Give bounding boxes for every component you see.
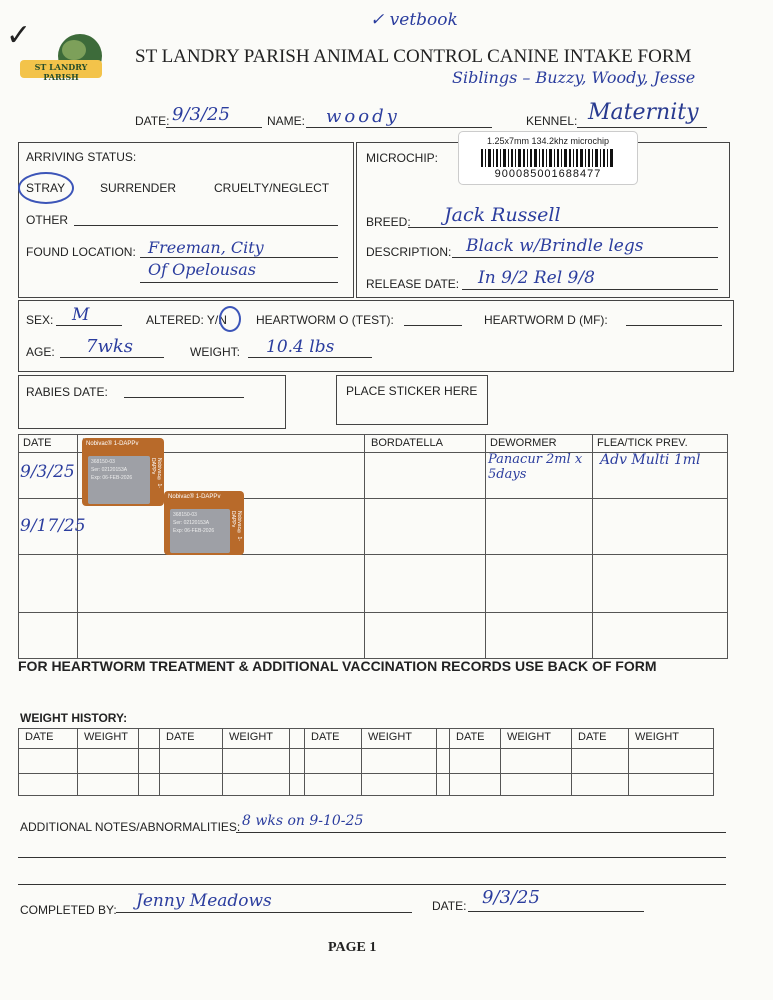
sex-label: SEX: xyxy=(26,313,54,327)
sticker-exp xyxy=(91,474,147,482)
vaccine-header-flea: FLEA/TICK PREV. xyxy=(597,437,688,449)
weight-history-title: WEIGHT HISTORY: xyxy=(20,711,128,725)
option-cruelty[interactable]: CRUELTY/NEGLECT xyxy=(214,181,330,195)
heartworm-d-label: HEARTWORM D (MF): xyxy=(484,313,608,327)
weight-line xyxy=(248,357,372,358)
vaccine-row xyxy=(19,555,728,613)
logo xyxy=(18,30,104,86)
weight-history-row xyxy=(19,773,714,795)
notes-line-1 xyxy=(236,832,726,833)
sex-line xyxy=(56,325,122,326)
vaccine-header-date: DATE xyxy=(23,437,52,449)
completed-date-value[interactable]: 9/3/25 xyxy=(482,887,540,908)
checkmark: ✓ xyxy=(6,18,32,53)
sticker-label-area xyxy=(88,456,150,504)
other-line xyxy=(74,225,338,226)
breed-value[interactable]: Jack Russell xyxy=(444,204,561,226)
heartworm-o-label: HEARTWORM O (TEST): xyxy=(256,313,394,327)
date-line xyxy=(166,127,262,128)
weight-value[interactable]: 10.4 lbs xyxy=(266,337,335,357)
completed-by-signature[interactable]: Jenny Meadows xyxy=(136,891,272,911)
age-label: AGE: xyxy=(26,345,55,359)
sticker-ser-value: 02120153A xyxy=(183,520,210,526)
barcode-graphic xyxy=(481,149,615,167)
sticker-exp-value: 06-FEB-2026 xyxy=(184,528,215,534)
altered-label: ALTERED: Y/N xyxy=(146,313,227,327)
wh-header-date: DATE xyxy=(166,731,195,743)
microchip-sticker xyxy=(458,131,638,185)
sticker-ser-label: Ser: xyxy=(91,467,101,473)
name-value[interactable]: woody xyxy=(326,106,400,127)
place-sticker-label: PLACE STICKER HERE xyxy=(346,384,478,398)
sticker-exp xyxy=(173,527,227,535)
place-sticker-box xyxy=(336,375,488,425)
found-location-line xyxy=(140,257,338,258)
wh-header-date: DATE xyxy=(311,731,340,743)
notes-value[interactable]: 8 wks on 9-10-25 xyxy=(242,813,364,829)
vaccine-row1-date[interactable]: 9/3/25 xyxy=(20,462,75,482)
microchip-label: MICROCHIP: xyxy=(366,151,438,165)
sticker-brand: Nobivac® 1-DAPPv xyxy=(168,494,221,500)
sex-value[interactable]: M xyxy=(72,305,90,325)
flea-tick-value[interactable]: Adv Multi 1ml xyxy=(600,452,701,468)
rabies-date-line xyxy=(124,397,244,398)
name-line xyxy=(306,127,492,128)
sticker-lot: 368150-03 xyxy=(91,459,115,465)
microchip-number: 900085001688477 xyxy=(494,168,602,180)
vaccine-row2-date[interactable]: 9/17/25 xyxy=(20,516,86,536)
breed-label: BREED: xyxy=(366,215,411,229)
wh-header-date: DATE xyxy=(456,731,485,743)
wh-header-weight: WEIGHT xyxy=(507,731,551,743)
heartworm-d-line xyxy=(626,325,722,326)
breed-line xyxy=(408,227,718,228)
option-stray[interactable]: STRAY xyxy=(26,181,66,195)
release-date-value[interactable]: In 9/2 Rel 9/8 xyxy=(478,268,595,288)
altered-n-circle xyxy=(219,306,241,332)
name-label: NAME: xyxy=(267,114,306,128)
kennel-value[interactable]: Maternity xyxy=(588,100,699,125)
wh-header-weight: WEIGHT xyxy=(84,731,128,743)
sticker-brand: Nobivac® 1-DAPPv xyxy=(86,441,139,447)
vaccine-row xyxy=(19,499,728,555)
sticker-label-area xyxy=(170,509,230,553)
wh-header-date: DATE xyxy=(25,731,54,743)
heartworm-o-line xyxy=(404,325,462,326)
date-value[interactable]: 9/3/25 xyxy=(172,104,230,125)
found-location-value-2[interactable]: Of Opelousas xyxy=(148,260,256,279)
siblings-note: Siblings – Buzzy, Woody, Jesse xyxy=(452,68,696,87)
rabies-date-label: RABIES DATE: xyxy=(26,385,108,399)
sticker-ser-value: 02120153A xyxy=(101,467,128,473)
completed-by-line xyxy=(116,912,412,913)
sticker-ser xyxy=(173,519,227,527)
other-label: OTHER xyxy=(26,213,68,227)
page-number: PAGE 1 xyxy=(328,940,377,955)
rabies-box xyxy=(18,375,286,429)
found-location-label: FOUND LOCATION: xyxy=(26,245,136,259)
found-location-line-2 xyxy=(140,282,338,283)
annotation-vetbook: ✓ vetbook xyxy=(370,10,458,30)
date-label: DATE: xyxy=(135,114,170,128)
sticker-side: Nobivac® 1-DAPPv xyxy=(150,458,162,488)
completed-date-label: DATE: xyxy=(432,899,467,913)
wh-header-date: DATE xyxy=(578,731,607,743)
weight-history-table xyxy=(18,728,714,796)
back-of-form-notice: FOR HEARTWORM TREATMENT & ADDITIONAL VACCINATION RECORDS USE BACK OF FORM xyxy=(18,658,657,674)
sticker-ser-label: Ser: xyxy=(173,520,183,526)
age-line xyxy=(60,357,164,358)
sticker-exp-label: Exp: xyxy=(173,528,184,534)
kennel-label: KENNEL: xyxy=(526,114,578,128)
dewormer-value[interactable]: Panacur 2ml x 5days xyxy=(488,452,583,482)
notes-line-3 xyxy=(18,884,726,885)
arriving-status-label: ARRIVING STATUS: xyxy=(26,150,137,164)
vaccine-header-dewormer: DEWORMER xyxy=(490,437,557,449)
notes-line-2 xyxy=(18,857,726,858)
option-surrender[interactable]: SURRENDER xyxy=(100,181,177,195)
sticker-lot: 368150-03 xyxy=(173,512,197,518)
sticker-exp-label: Exp: xyxy=(91,475,102,481)
weight-label: WEIGHT: xyxy=(190,345,240,359)
form-title: ST LANDRY PARISH ANIMAL CONTROL CANINE INTAKE FORM xyxy=(135,46,692,67)
vaccine-sticker xyxy=(164,491,244,555)
weight-history-row xyxy=(19,749,714,773)
release-date-label: RELEASE DATE: xyxy=(366,277,460,291)
wh-header-weight: WEIGHT xyxy=(229,731,273,743)
description-line xyxy=(452,257,718,258)
completed-by-label: COMPLETED BY: xyxy=(20,903,117,917)
sticker-side: Nobivac® 1-DAPPv xyxy=(230,511,242,541)
vaccine-row xyxy=(19,613,728,659)
logo-text: ST LANDRY PARISH xyxy=(34,62,88,82)
sticker-exp-value: 06-FEB-2026 xyxy=(102,475,133,481)
release-date-line xyxy=(462,289,718,290)
wh-header-weight: WEIGHT xyxy=(368,731,412,743)
description-label: DESCRIPTION: xyxy=(366,245,452,259)
found-location-value-1[interactable]: Freeman, City xyxy=(148,238,264,257)
sticker-ser xyxy=(91,466,147,474)
description-value[interactable]: Black w/Brindle legs xyxy=(466,236,644,256)
completed-date-line xyxy=(468,911,644,912)
notes-label: ADDITIONAL NOTES/ABNORMALITIES: xyxy=(20,820,241,834)
microchip-sticker-title: 1.25x7mm 134.2khz microchip xyxy=(486,136,610,146)
vaccine-header-bordatella: BORDATELLA xyxy=(371,437,443,449)
vaccine-sticker xyxy=(82,438,164,506)
kennel-line xyxy=(577,127,707,128)
age-value[interactable]: 7wks xyxy=(86,336,134,357)
wh-header-weight: WEIGHT xyxy=(635,731,679,743)
